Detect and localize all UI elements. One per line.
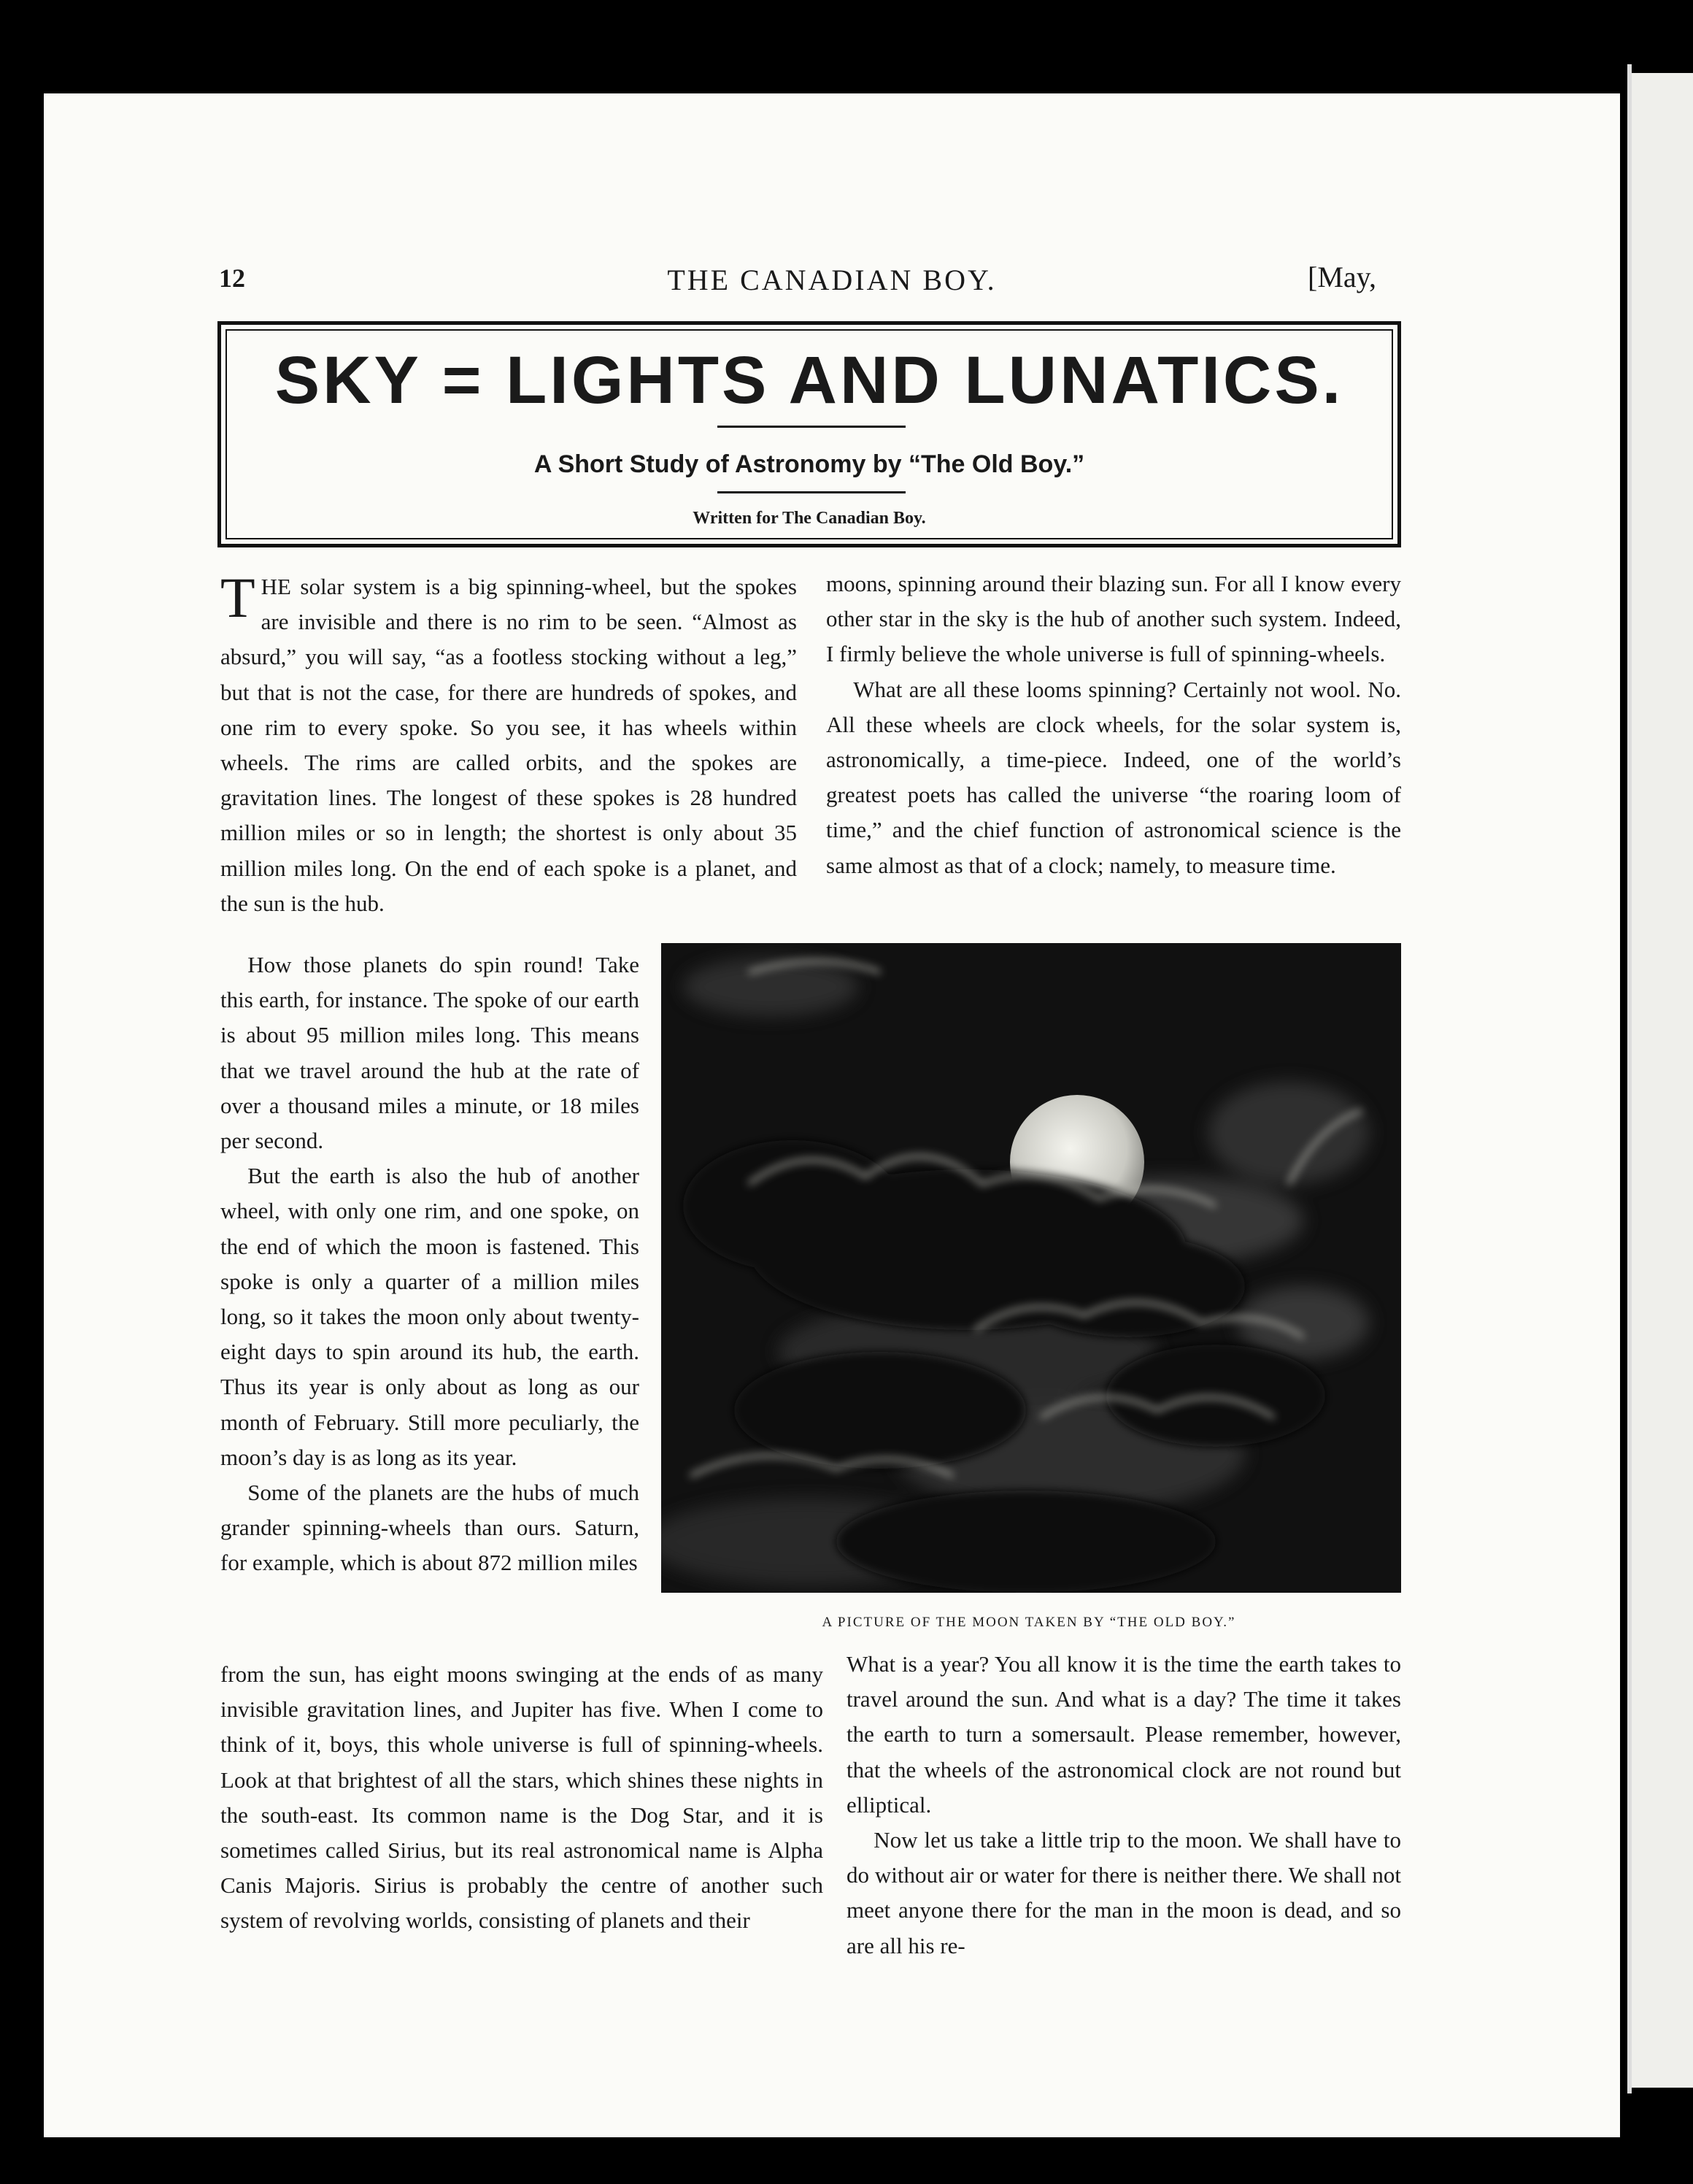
article-byline: Written for The Canadian Boy. <box>693 509 926 528</box>
column-right-top <box>826 566 1401 883</box>
paragraph-2: How those planets do spin round! Take this earth, for instance. The spoke of our earth is about 95 million miles long. This means that we travel around the hub at the rate of over a thousand miles a minute, or 18 miles per second. <box>220 952 639 1154</box>
issue-month: [May, <box>1308 261 1377 293</box>
paragraph-8: Now let us take a little trip to the moon. We shall have to do without air or water for there is neither there. We shall not meet anyone there for the man in the moon is dead, and so are all his re- <box>846 1827 1401 1958</box>
column-left-top <box>220 566 797 921</box>
paragraph-4-continued: from the sun, has eight moons swinging at the ends of as many invisible gravitation lines, and Jupiter has five. When I come to think of it, boys, this whole universe is full of spinning-wheels. Look at that brightest of all the stars, which shines these nights in the south-east. Its common name is the Dog Star, and it is sometimes called Sirius, but its real astronomical name is Alpha Canis Majoris. Sirius is probably the centre of another such system of revolving worlds, consisting of planets and their <box>220 1661 823 1934</box>
paragraph-7: What is a year? You all know it is the time the earth takes to travel around the sun. And what is a day? The time it takes the earth to turn a somersault. Please remember, however, that the wheels of the astronomical clock are not round but elliptical. <box>846 1651 1401 1818</box>
moon-and-clouds-image <box>661 943 1401 1593</box>
title-box <box>217 321 1401 547</box>
paragraph-1-text: HE solar system is a big spinning-wheel, but the spokes are invisible and there is no rim to be seen. “Almost as absurd,” you will say, “as a footless stocking without a leg,” but that is not the case, for there are hundreds of spokes, and one rim to every spoke. So you see, it has wheels within wheels. The rims are called orbits, and the spokes are gravitation lines. The longest of these spokes is 28 hundred million miles or so in length; the shortest is only about 35 million miles long. On the end of each spoke is a planet, and the sun is the hub. <box>220 574 797 916</box>
column-right-bottom <box>846 1647 1401 1964</box>
moon-photograph <box>661 943 1401 1593</box>
drop-cap: T <box>220 566 255 629</box>
title-rule <box>717 426 906 428</box>
facing-page-edge <box>1632 73 1693 2088</box>
paragraph-3: But the earth is also the hub of another wheel, with only one rim, and one spoke, on the end of which the moon is fastened. This spoke is only a quarter of a million miles long, so it takes the moon only about twenty-eight days to spin around its hub, the earth. Thus its year is only about as long as our month of February. Still more peculiarly, the moon’s day is as long as its year. <box>220 1163 639 1470</box>
column-left-bottom <box>220 1657 823 1939</box>
paragraph-4-start: Some of the planets are the hubs of much grander spinning-wheels than ours. Saturn, for example, which is about 872 million miles <box>220 1480 639 1576</box>
figure-caption: A PICTURE OF THE MOON TAKEN BY “THE OLD BOY.” <box>822 1615 1236 1630</box>
article-subtitle: A Short Study of Astronomy by “The Old Boy.” <box>533 450 1085 478</box>
article-title: SKY = LIGHTS AND LUNATICS. <box>274 343 1344 418</box>
running-head: THE CANADIAN BOY. <box>667 264 997 296</box>
subtitle-rule <box>717 491 906 493</box>
paragraph-5: moons, spinning around their blazing sun. For all I know every other star in the sky is the hub of another such system. Indeed, I firmly believe the whole universe is full of spinning-wheels. <box>826 571 1401 667</box>
page-number: 12 <box>219 264 245 293</box>
paragraph-1 <box>220 566 797 921</box>
column-left-narrow <box>220 947 639 1581</box>
paragraph-6: What are all these looms spinning? Certainly not wool. No. All these wheels are clock wheels, for the solar system is, astronomically, a time-piece. Indeed, one of the world’s greatest poets has called the universe “the roaring loom of time,” and the chief function of astronomical science is the same almost as that of a clock; namely, to measure time. <box>826 676 1401 878</box>
